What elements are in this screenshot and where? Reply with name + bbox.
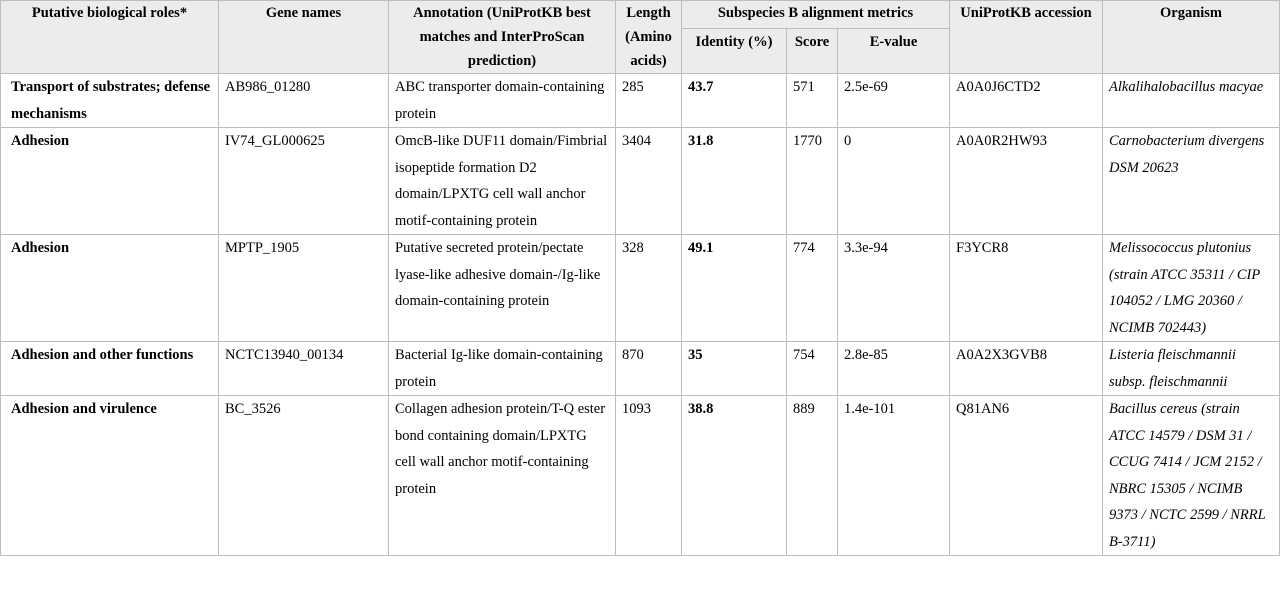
organism-cell: Listeria fleischmannii subsp. fleischmannii [1103, 342, 1280, 396]
annotation-cell: Putative secreted protein/pectate lyase-like adhesive domain-/Ig-like domain-containing protein [389, 235, 616, 342]
organism-cell: Melissococcus plutonius (strain ATCC 35311 / CIP 104052 / LMG 20360 / NCIMB 702443) [1103, 235, 1280, 342]
header-row [1, 1, 1280, 29]
accession-cell: A0A0R2HW93 [950, 128, 1103, 235]
score-cell: 889 [787, 396, 838, 556]
annotation-cell: OmcB-like DUF11 domain/Fimbrial isopeptide formation D2 domain/LPXTG cell wall anchor motif-containing protein [389, 128, 616, 235]
length-cell: 3404 [616, 128, 682, 235]
table-row [1, 235, 1280, 342]
evalue-cell: 2.8e-85 [838, 342, 950, 396]
score-cell: 754 [787, 342, 838, 396]
length-cell: 1093 [616, 396, 682, 556]
table-row [1, 342, 1280, 396]
length-cell: 285 [616, 74, 682, 128]
header-genes: Gene names [219, 1, 389, 74]
score-cell: 571 [787, 74, 838, 128]
gene-cell: NCTC13940_00134 [219, 342, 389, 396]
annotation-cell: Bacterial Ig-like domain-containing protein [389, 342, 616, 396]
role-cell: Adhesion and virulence [1, 396, 219, 556]
identity-cell: 43.7 [682, 74, 787, 128]
evalue-cell: 1.4e-101 [838, 396, 950, 556]
identity-cell: 49.1 [682, 235, 787, 342]
gene-cell: MPTP_1905 [219, 235, 389, 342]
evalue-cell: 3.3e-94 [838, 235, 950, 342]
evalue-cell: 2.5e-69 [838, 74, 950, 128]
gene-cell: IV74_GL000625 [219, 128, 389, 235]
annotation-cell: ABC transporter domain-containing protein [389, 74, 616, 128]
table-row [1, 74, 1280, 128]
header-annotation: Annotation (UniProtKB best matches and InterProScan prediction) [389, 1, 616, 74]
organism-cell: Alkalihalobacillus macyae [1103, 74, 1280, 128]
accession-cell: F3YCR8 [950, 235, 1103, 342]
header-length: Length (Amino acids) [616, 1, 682, 74]
table-row [1, 128, 1280, 235]
header-score: Score [787, 29, 838, 74]
length-cell: 328 [616, 235, 682, 342]
header-organism: Organism [1103, 1, 1280, 74]
organism-cell: Bacillus cereus (strain ATCC 14579 / DSM 31 / CCUG 7414 / JCM 2152 / NBRC 15305 / NCIMB 9373 / NCTC 2599 / NRRL B-3711) [1103, 396, 1280, 556]
accession-cell: Q81AN6 [950, 396, 1103, 556]
header-evalue: E-value [838, 29, 950, 74]
gene-cell: AB986_01280 [219, 74, 389, 128]
table-row [1, 396, 1280, 556]
header-alignment-metrics: Subspecies B alignment metrics [682, 1, 950, 29]
score-cell: 1770 [787, 128, 838, 235]
annotation-cell: Collagen adhesion protein/T-Q ester bond containing domain/LPXTG cell wall anchor motif-containing protein [389, 396, 616, 556]
accession-cell: A0A0J6CTD2 [950, 74, 1103, 128]
score-cell: 774 [787, 235, 838, 342]
header-identity: Identity (%) [682, 29, 787, 74]
evalue-cell: 0 [838, 128, 950, 235]
role-cell: Adhesion and other functions [1, 342, 219, 396]
role-cell: Adhesion [1, 235, 219, 342]
role-cell: Transport of substrates; defense mechanisms [1, 74, 219, 128]
organism-cell: Carnobacterium divergens DSM 20623 [1103, 128, 1280, 235]
accession-cell: A0A2X3GVB8 [950, 342, 1103, 396]
identity-cell: 31.8 [682, 128, 787, 235]
gene-cell: BC_3526 [219, 396, 389, 556]
header-accession: UniProtKB accession [950, 1, 1103, 74]
identity-cell: 35 [682, 342, 787, 396]
length-cell: 870 [616, 342, 682, 396]
header-roles: Putative biological roles* [1, 1, 219, 74]
identity-cell: 38.8 [682, 396, 787, 556]
role-cell: Adhesion [1, 128, 219, 235]
